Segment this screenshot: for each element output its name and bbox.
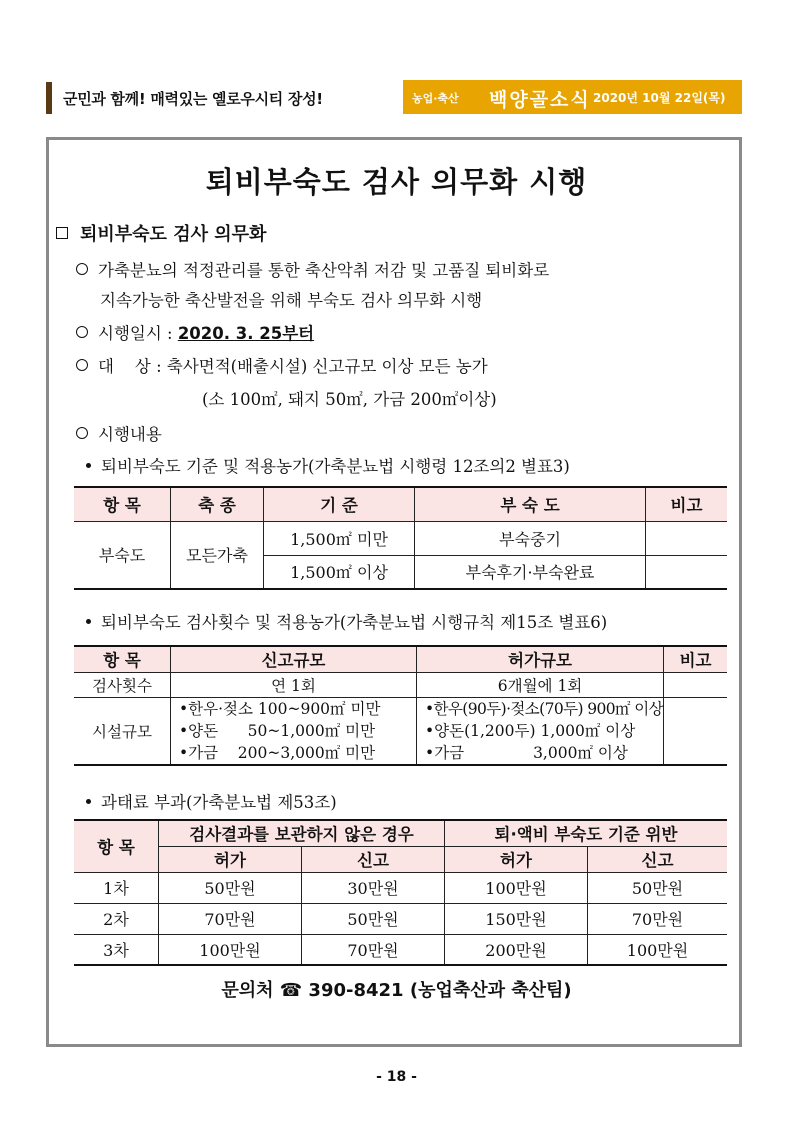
cell-item: 부숙도: [74, 521, 171, 589]
cell-count-label: 검사횟수: [74, 672, 171, 697]
header-newsletter-box: [403, 80, 742, 114]
col-standard: 기 준: [264, 487, 415, 521]
fine-cell: 200만원: [445, 934, 588, 965]
circle-bullet-icon: [76, 326, 88, 338]
fine-cell: 70만원: [159, 903, 302, 934]
cell-standard: 1,500㎡ 이상: [264, 555, 415, 589]
fine-cell: 150만원: [445, 903, 588, 934]
col-item: 항 목: [74, 820, 159, 872]
fine-cell: 100만원: [445, 872, 588, 903]
cell-note: [646, 555, 728, 589]
fine-cell: 50만원: [588, 872, 728, 903]
col-item: 항 목: [74, 487, 171, 521]
cell-facility-label: 시설규모: [74, 697, 171, 765]
header-slogan: 군민과 함께! 매력있는 옐로우시티 장성!: [63, 90, 323, 108]
col-group-unkept-results: 검사결과를 보관하지 않은 경우: [159, 820, 445, 846]
header-newsletter-name: 백양골소식: [489, 89, 591, 111]
target-line-1: 대 상 : 축사면적(배출시설) 신고규모 이상 모든 농가: [76, 353, 488, 377]
row-label: 1차: [74, 872, 159, 903]
cell-facility-permit: •한우(90두)·젖소(70두) 900㎡ 이상 •양돈(1,200두) 1,000㎡ 이상 •가금 3,000㎡ 이상: [417, 697, 664, 765]
col-species: 축 종: [171, 487, 264, 521]
section-heading: 퇴비부숙도 검사 의무화: [56, 220, 266, 246]
dot-bullet-icon: [86, 619, 91, 624]
header-date: 2020년 10월 22일(목): [593, 91, 726, 105]
cell-note: [646, 521, 728, 555]
bullet-inspection-count: 퇴비부숙도 검사횟수 및 적용농가(가축분뇨법 시행규칙 제15조 별표6): [86, 609, 607, 633]
effective-date: 시행일시 : 2020. 3. 25부터: [76, 320, 314, 344]
fine-cell: 100만원: [159, 934, 302, 965]
page-header: [46, 80, 742, 114]
cell-standard: 1,500㎡ 미만: [264, 521, 415, 555]
cell-count-permit: 6개월에 1회: [417, 672, 664, 697]
target-line-2: (소 100㎡, 돼지 50㎡, 가금 200㎡이상): [202, 390, 497, 409]
bullet-standards: 퇴비부숙도 기준 및 적용농가(가축분뇨법 시행령 12조의2 별표3): [86, 453, 570, 477]
row-label: 3차: [74, 934, 159, 965]
fine-cell: 70만원: [302, 934, 445, 965]
fine-cell: 100만원: [588, 934, 728, 965]
purpose-line-2: 지속가능한 축산발전을 위해 부숙도 검사 의무화 시행: [100, 291, 483, 310]
col-group-standard-violation: 퇴·액비 부숙도 기준 위반: [445, 820, 728, 846]
col-permit: 허가: [159, 846, 302, 872]
col-note: 비고: [646, 487, 728, 521]
circle-bullet-icon: [76, 263, 88, 275]
col-report: 신고: [588, 846, 728, 872]
inspection-frequency-table: [74, 645, 727, 766]
circle-bullet-icon: [76, 359, 88, 371]
col-permit: 허가: [445, 846, 588, 872]
purpose-line-1: 가축분뇨의 적정관리를 통한 축산악취 저감 및 고품질 퇴비화로: [76, 257, 549, 281]
cell-note: [664, 672, 727, 697]
article-title: 퇴비부숙도 검사 의무화 시행: [205, 165, 588, 199]
cell-maturity: 부숙중기: [415, 521, 646, 555]
contents-heading: 시행내용: [76, 421, 162, 445]
fine-cell: 50만원: [302, 903, 445, 934]
contact-info: 문의처 ☎ 390-8421 (농업축산과 축산팀): [221, 980, 572, 1001]
fine-cell: 50만원: [159, 872, 302, 903]
col-note: 비고: [664, 646, 727, 672]
header-section: 농업·축산: [412, 92, 459, 105]
col-permit-scale: 허가규모: [417, 646, 664, 672]
col-maturity: 부 숙 도: [415, 487, 646, 521]
header-accent-bar: [46, 82, 52, 114]
col-report: 신고: [302, 846, 445, 872]
cell-count-report: 연 1회: [171, 672, 417, 697]
cell-note: [664, 697, 727, 765]
dot-bullet-icon: [86, 463, 91, 468]
square-bullet-icon: [56, 227, 68, 239]
col-item: 항 목: [74, 646, 171, 672]
circle-bullet-icon: [76, 427, 88, 439]
fine-cell: 70만원: [588, 903, 728, 934]
maturity-standard-table: [74, 486, 727, 590]
effective-date-value: 2020. 3. 25부터: [177, 324, 315, 343]
col-report-scale: 신고규모: [171, 646, 417, 672]
bullet-penalty: 과태료 부과(가축분뇨법 제53조): [86, 789, 337, 813]
fine-cell: 30만원: [302, 872, 445, 903]
page-number: - 18 -: [376, 1069, 417, 1085]
cell-facility-report: •한우·젖소 100~900㎡ 미만 •양돈 50~1,000㎡ 미만 •가금 200~3,000㎡ 미만: [171, 697, 417, 765]
cell-maturity: 부숙후기·부숙완료: [415, 555, 646, 589]
penalty-table: [74, 819, 727, 966]
row-label: 2차: [74, 903, 159, 934]
cell-species: 모든가축: [171, 521, 264, 589]
dot-bullet-icon: [86, 799, 91, 804]
